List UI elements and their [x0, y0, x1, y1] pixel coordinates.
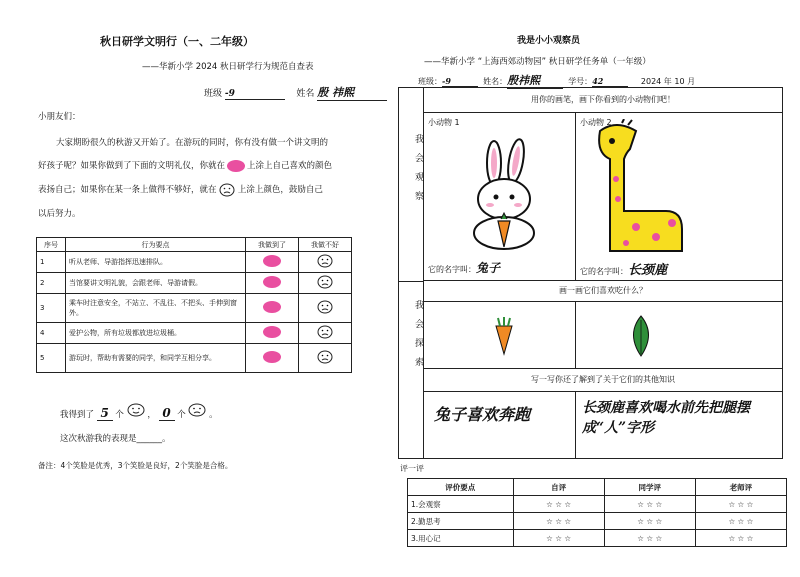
para-line-1: 大家期盼很久的秋游又开始了。在游玩的同时，你有没有做一个讲文明的	[56, 138, 329, 148]
table-row: 1 听从老师、导游指挥迅速排队。	[37, 252, 352, 273]
sad-face-icon	[317, 275, 333, 289]
pink-dot-icon	[263, 255, 281, 267]
animal1-box: 小动物 1 它的名字叫：兔子	[424, 113, 576, 281]
animal2-box: 小动物 2 它的名字叫：长颈鹿	[576, 113, 782, 281]
left-title: 秋日研学文明行（一、二年级）	[100, 35, 254, 48]
pink-dot-icon	[263, 326, 281, 338]
right-subtitle: ——华新小学 “上海西郊动物园” 秋日研学任务单（一年级）	[424, 57, 651, 67]
para-line-4: 以后努力。	[38, 209, 81, 219]
eval-title: 评一评	[400, 464, 424, 473]
table-row: 5 游玩时，帮助有需要的同学，和同学互相分享。	[37, 344, 352, 373]
table-row: 2 当馆要讲文明礼貌，会跟老师、导游请假。	[37, 273, 352, 294]
pink-dot-icon	[263, 351, 281, 363]
food2-box	[576, 302, 782, 369]
carrot-drawing-icon	[492, 316, 516, 356]
know2-text: 长颈鹿喜欢喝水前先把腿摆成“人”字形	[582, 400, 750, 436]
note: 备注：4个笑脸是优秀，3个笑脸是良好，2个笑脸是合格。	[38, 461, 233, 470]
pink-dot-icon	[263, 276, 281, 288]
sad-face-icon	[317, 300, 333, 314]
left-subtitle: ——华新小学 2024 秋日研学行为规范自查表	[142, 62, 314, 72]
col-point: 行为要点	[66, 238, 246, 252]
know1-text: 兔子喜欢奔跑	[434, 405, 531, 424]
know2-box	[576, 392, 782, 458]
know-prompt: 写一写你还了解到了关于它们的其他知识	[424, 369, 782, 392]
para-line-2: 好孩子呢？如果你做到了下面的文明礼仪，你就在 上涂上自己喜欢的颜色	[38, 161, 333, 171]
greeting: 小朋友们：	[38, 112, 81, 122]
name-value: 殷 祎熙	[317, 84, 387, 101]
table-row: 2.勤思考 ☆ ☆ ☆ ☆ ☆ ☆ ☆ ☆ ☆	[408, 513, 787, 530]
col-done: 我做到了	[246, 238, 299, 252]
smile-face-icon	[127, 403, 145, 417]
eval-table: 评价要点 自评 同学评 老师评 1.会观察 ☆ ☆ ☆ ☆ ☆ ☆ ☆ ☆ ☆ 2.勤思考 ☆ ☆ ☆ ☆ ☆ ☆ ☆ ☆ ☆ 3.用心记 ☆ ☆ ☆ ☆ ☆ ☆ ☆ ☆ ☆	[407, 478, 787, 547]
table-row: 4 爱护公物，所有垃圾都放进垃圾桶。	[37, 323, 352, 344]
name-label: 姓名	[296, 89, 315, 99]
observe-side: 我会观察	[399, 88, 424, 282]
rules-table	[36, 237, 352, 373]
sad-face-icon	[188, 403, 206, 417]
animal1-name-line: 它的名字叫：兔子	[428, 261, 501, 275]
food-prompt: 画一画它们喜欢吃什么？	[424, 281, 782, 302]
performance-line: 这次秋游我的表现是______。	[60, 434, 171, 444]
left-class-line	[204, 84, 387, 101]
food1-box	[424, 302, 576, 369]
animal2-name-line: 它的名字叫：长颈鹿	[580, 263, 668, 278]
draw-prompt: 用你的画笔，画下你看到的小动物们吧！	[424, 88, 782, 113]
leaf-drawing-icon	[626, 314, 656, 358]
explore-side: 我会探索	[399, 282, 424, 458]
pink-dot-icon	[227, 160, 245, 172]
class-value: -9	[225, 89, 285, 100]
sad-face-icon	[317, 325, 333, 339]
know1-box	[424, 392, 576, 458]
got-line: 我得到了 5 个 ， 0 个 。	[60, 403, 218, 421]
right-title: 我是小小观察员	[517, 36, 581, 46]
sad-face-icon	[317, 254, 333, 268]
task-frame	[398, 87, 783, 459]
table-row: 3 乘车时注意安全，不站立、不乱往、不把头、手伸到窗外。	[37, 294, 352, 323]
right-info-line: 班级：-9 姓名：殷祎熙 学号：42 2024 年 10 月	[418, 74, 696, 87]
sad-face-icon	[219, 183, 235, 197]
para-line-3: 表扬自己；如果你在某一条上做得不够好，就在 上涂上颜色，鼓励自己	[38, 179, 323, 202]
pink-dot-icon	[263, 301, 281, 313]
col-no: 序号	[37, 238, 66, 252]
table-row: 3.用心记 ☆ ☆ ☆ ☆ ☆ ☆ ☆ ☆ ☆	[408, 530, 787, 547]
table-row: 1.会观察 ☆ ☆ ☆ ☆ ☆ ☆ ☆ ☆ ☆	[408, 496, 787, 513]
sad-face-icon	[317, 350, 333, 364]
animal2-name: 长颈鹿	[628, 263, 668, 278]
class-label: 班级	[204, 89, 223, 99]
col-notdone: 我做不好	[299, 238, 352, 252]
animal1-name: 兔子	[476, 261, 501, 275]
giraffe-drawing-icon	[586, 119, 696, 259]
rabbit-drawing-icon	[454, 133, 554, 253]
